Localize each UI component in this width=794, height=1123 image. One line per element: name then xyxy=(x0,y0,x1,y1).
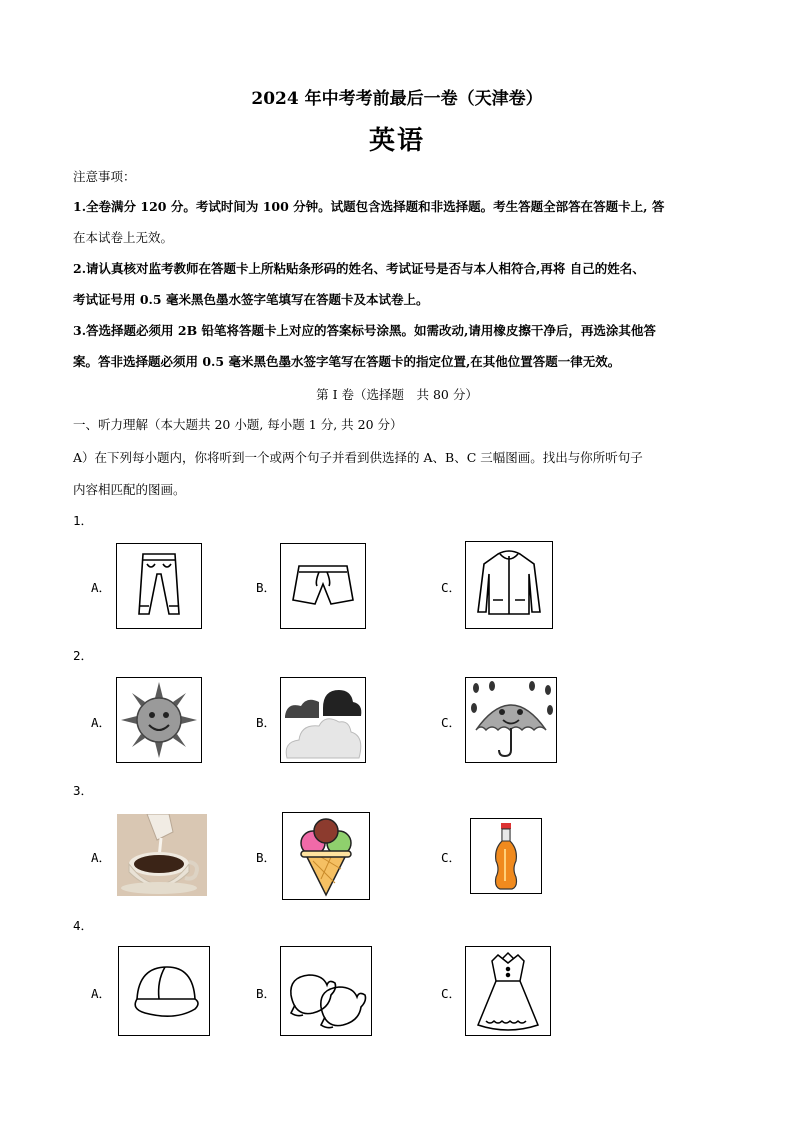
option-label: C． xyxy=(441,580,462,595)
option-label: B． xyxy=(256,715,277,730)
cloudy-icon[interactable] xyxy=(280,677,366,763)
question-number: 2． xyxy=(73,648,94,663)
option-label: B． xyxy=(256,580,277,595)
dress-icon[interactable] xyxy=(465,946,551,1036)
option-label: A． xyxy=(91,986,112,1001)
trousers-icon[interactable] xyxy=(116,543,202,629)
option-label: A． xyxy=(91,580,112,595)
option-label: C． xyxy=(441,715,462,730)
listening-instructions xyxy=(73,442,723,506)
notice-item-1 xyxy=(73,191,723,253)
rain-umbrella-icon[interactable] xyxy=(465,677,557,763)
notice-item-2 xyxy=(73,253,723,315)
notice-item-2-line-2: 考试证号用 0.5 毫米黑色墨水签字笔填写在答题卡及本试卷上。 xyxy=(73,292,429,307)
notice-item-1-line-1: 1.全卷满分 120 分。考试时间为 100 分钟。试题包含选择题和非选择题。考生答题全部答在答题卡上, 答 xyxy=(73,199,665,214)
notice-heading: 注意事项： xyxy=(73,169,136,184)
notice-item-3-line-2: 案。答非选择题必须用 0.5 毫米黑色墨水签字笔写在答题卡的指定位置,在其他位置答题一律无效。 xyxy=(73,354,621,369)
cap-icon[interactable] xyxy=(118,946,210,1036)
notice-item-3-line-1: 3.答选择题必须用 2B 铅笔将答题卡上对应的答案标号涂黑。如需改动,请用橡皮擦干净后，再选涂其他答 xyxy=(73,323,656,338)
question-number: 3． xyxy=(73,783,94,798)
notice-item-3 xyxy=(73,315,723,377)
mittens-icon[interactable] xyxy=(280,946,372,1036)
notice-item-1-line-2: 在本试卷上无效。 xyxy=(73,230,174,245)
sun-icon[interactable] xyxy=(116,677,202,763)
instructions-line-2: 内容相匹配的图画。 xyxy=(73,482,186,497)
option-label: B． xyxy=(256,986,277,1001)
notice-item-2-line-1: 2.请认真核对监考教师在答题卡上所粘贴条形码的姓名、考试证号是否与本人相符合,再将 自己的姓名、 xyxy=(73,261,645,276)
ice-cream-icon[interactable] xyxy=(282,812,370,900)
question-number: 1． xyxy=(73,513,94,528)
option-label: A． xyxy=(91,850,112,865)
instructions-line-1: A）在下列每小题内，你将听到一个或两个句子并看到供选择的 A、B、C 三幅图画。找出与你所听句子 xyxy=(73,450,643,465)
soda-bottle-icon[interactable] xyxy=(470,818,542,894)
coffee-icon[interactable] xyxy=(117,814,207,896)
exam-title: 2024 年中考考前最后一卷（天津卷） xyxy=(251,89,543,109)
option-label: C． xyxy=(441,986,462,1001)
option-label: A． xyxy=(91,715,112,730)
exam-subject: 英语 xyxy=(368,126,425,156)
option-label: B． xyxy=(256,850,277,865)
option-label: C． xyxy=(441,850,462,865)
question-number: 4． xyxy=(73,918,94,933)
shorts-icon[interactable] xyxy=(280,543,366,629)
section-heading: 一、听力理解（本大题共 20 小题, 每小题 1 分, 共 20 分） xyxy=(73,417,403,432)
jacket-icon[interactable] xyxy=(465,541,553,629)
part-heading: 第 I 卷（选择题 共 80 分） xyxy=(316,387,478,402)
